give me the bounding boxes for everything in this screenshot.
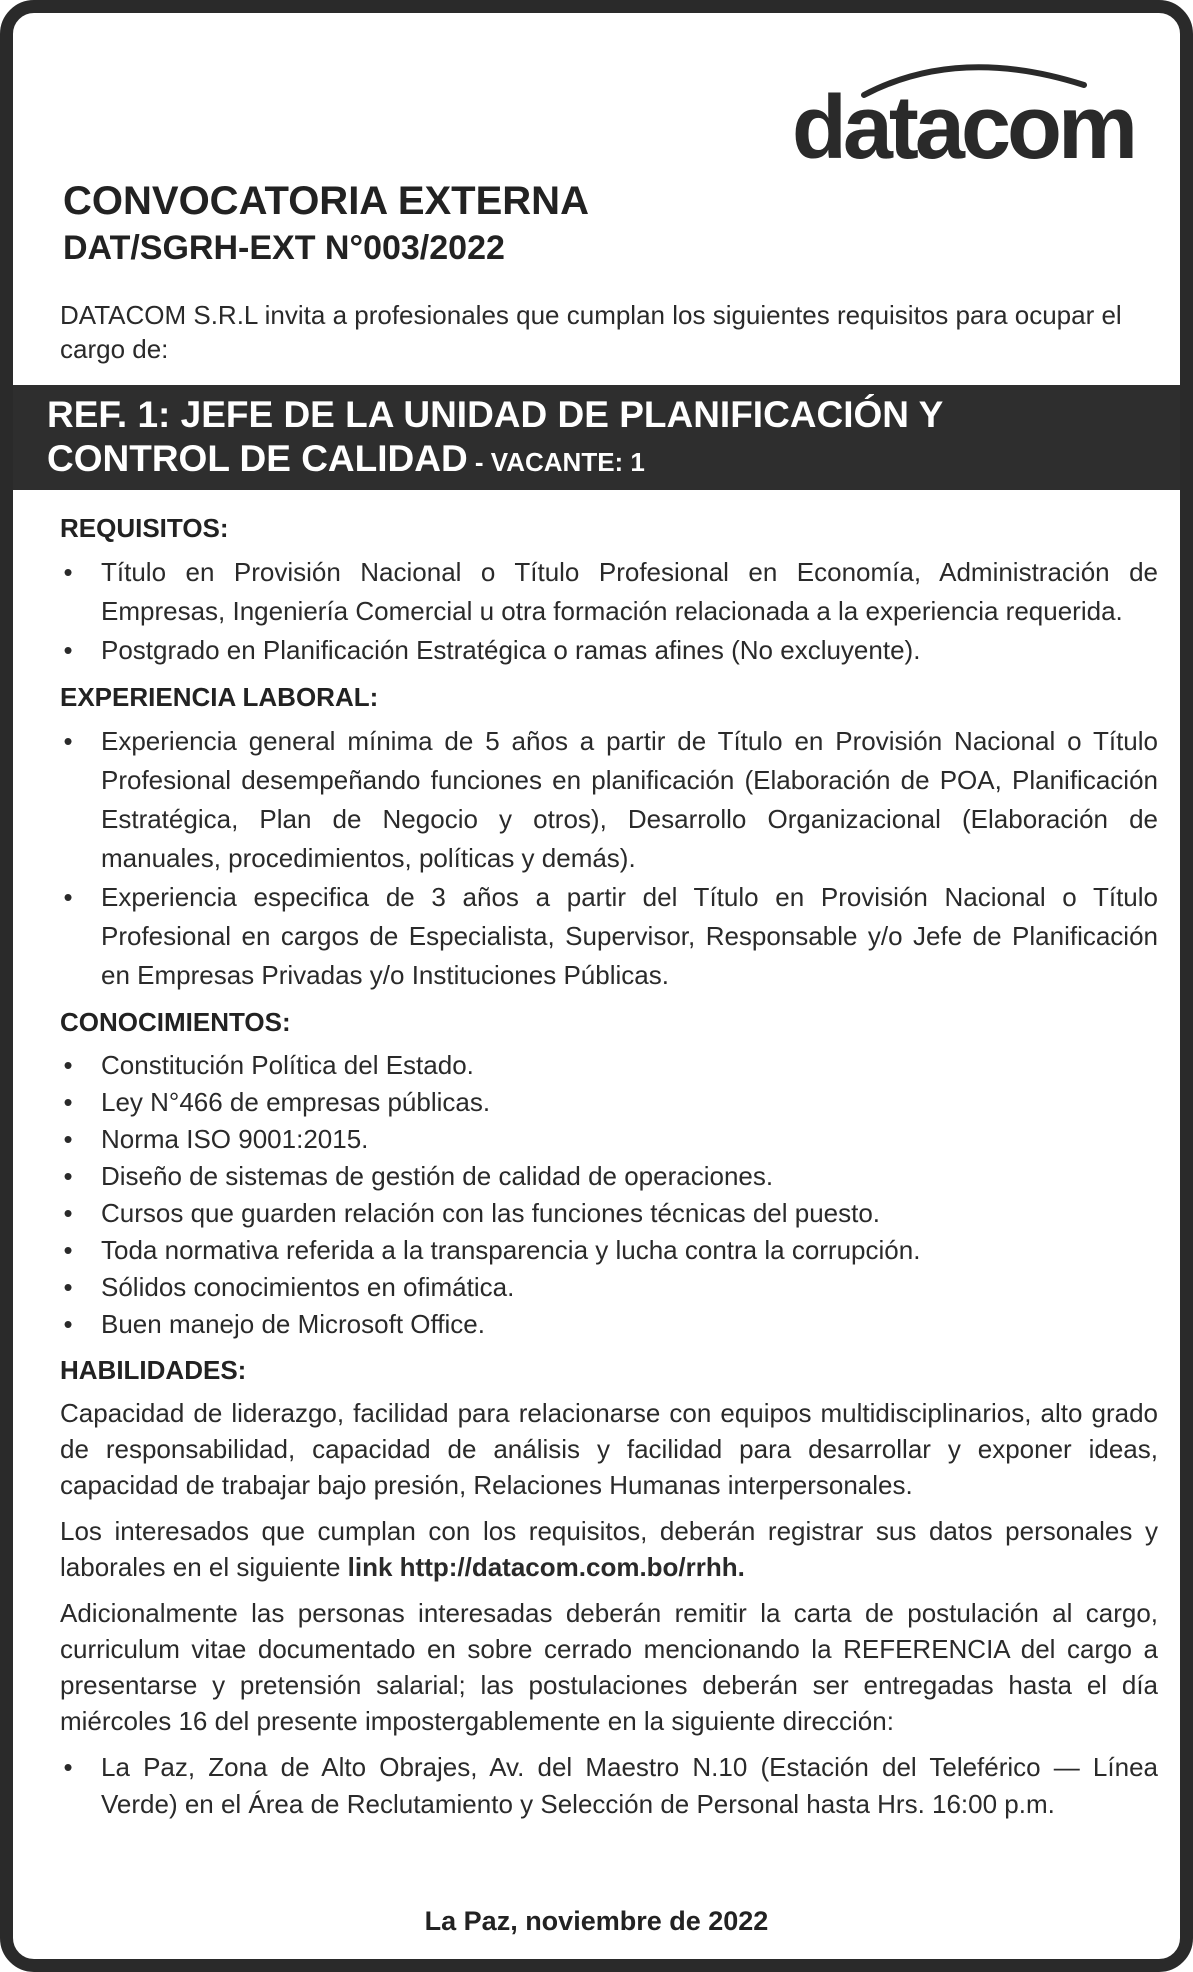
list-item-text: Diseño de sistemas de gestión de calidad de operaciones. xyxy=(101,1161,774,1191)
list-item xyxy=(60,1195,1158,1232)
footer-date: La Paz, noviembre de 2022 xyxy=(424,1906,769,1936)
content xyxy=(60,511,1158,1833)
datacom-logo xyxy=(784,55,1134,178)
habilidades-text: Capacidad de liderazgo, facilidad para relacionarse con equipos multidisciplinarios, alto grado de responsabilidad, capacidad de análisis y facilidad para desarrollar y exponer ideas, capacidad de trabajar bajo presión, Relaciones Humanas interpersonales. xyxy=(60,1398,1158,1500)
bullet-icon: • xyxy=(63,1161,73,1191)
list-item xyxy=(60,1158,1158,1195)
convocatoria-code: DAT/SGRH-EXT N°003/2022 xyxy=(63,229,505,267)
experiencia-list xyxy=(60,722,1158,995)
list-item xyxy=(60,1306,1158,1343)
list-item xyxy=(60,878,1158,995)
list-item-text: Título en Provisión Nacional o Título Profesional en Economía, Administración de Empresas, Ingeniería Comercial u otra formación relacionada a la experiencia requerida. xyxy=(101,557,1158,626)
list-item-text: Toda normativa referida a la transparencia y lucha contra la corrupción. xyxy=(101,1235,921,1265)
bullet-icon: • xyxy=(63,557,73,587)
postulacion-text: Adicionalmente las personas interesadas deberán remitir la carta de postulación al cargo, curriculum vitae documentado en sobre cerrado mencionando la REFERENCIA del cargo a presentarse y pretensión salarial; las postulaciones deberán ser entregadas hasta el día miércoles 16 del presente impostergablemente en la siguiente dirección: xyxy=(60,1598,1158,1736)
bullet-icon: • xyxy=(63,1198,73,1228)
intro-text: DATACOM S.R.L invita a profesionales que cumplan los siguientes requisitos para ocupar el cargo de: xyxy=(60,300,1122,364)
bullet-icon: • xyxy=(63,726,73,756)
registro-paragraph xyxy=(60,1513,1158,1585)
requisitos-heading: REQUISITOS: xyxy=(60,513,229,543)
list-item xyxy=(60,1121,1158,1158)
conocimientos-list xyxy=(60,1047,1158,1343)
list-item-text: Buen manejo de Microsoft Office. xyxy=(101,1309,485,1339)
list-item-text: Ley N°466 de empresas públicas. xyxy=(101,1087,491,1117)
list-item-text: Constitución Política del Estado. xyxy=(101,1050,474,1080)
habilidades-heading: HABILIDADES: xyxy=(60,1355,247,1385)
list-item-text: Experiencia especifica de 3 años a partir del Título en Provisión Nacional o Título Profesional en cargos de Especialista, Supervisor, Responsable y/o Jefe de Planificación en Empresas Privadas y/o Instituciones Públicas. xyxy=(101,882,1158,990)
direccion-list xyxy=(60,1749,1158,1823)
banner-line-2-text: CONTROL DE CALIDAD xyxy=(47,438,468,479)
bullet-icon: • xyxy=(63,1087,73,1117)
logo-text: datacom xyxy=(791,78,1134,178)
list-item xyxy=(60,1232,1158,1269)
banner-line-1: REF. 1: JEFE DE LA UNIDAD DE PLANIFICACIÓN Y xyxy=(47,394,944,435)
banner-line-2 xyxy=(47,437,1180,484)
bullet-icon: • xyxy=(63,1050,73,1080)
page-title: CONVOCATORIA EXTERNA xyxy=(63,179,589,223)
list-item-text: Sólidos conocimientos en ofimática. xyxy=(101,1272,515,1302)
list-item-text: Experiencia general mínima de 5 años a partir de Título en Provisión Nacional o Título Profesional desempeñando funciones en planificación (Elaboración de POA, Planificación Estratégica, Plan de Negocio y otros), Desarrollo Organizacional (Elaboración de manuales, procedimientos, políticas y demás). xyxy=(101,726,1158,873)
bullet-icon: • xyxy=(63,1309,73,1339)
header xyxy=(63,178,589,268)
registro-text: Los interesados que cumplan con los requisitos, deberán registrar sus datos personales y laborales en el siguiente xyxy=(60,1516,1158,1582)
bullet-icon: • xyxy=(63,882,73,912)
list-item xyxy=(60,1749,1158,1823)
vacancy-label: - VACANTE: 1 xyxy=(467,447,645,477)
list-item xyxy=(60,1269,1158,1306)
list-item-text: Norma ISO 9001:2015. xyxy=(101,1124,369,1154)
list-item xyxy=(60,631,1158,670)
list-item xyxy=(60,553,1158,631)
bullet-icon: • xyxy=(63,1235,73,1265)
list-item-text: Postgrado en Planificación Estratégica o ramas afines (No excluyente). xyxy=(101,635,921,665)
list-item-text: La Paz, Zona de Alto Obrajes, Av. del Maestro N.10 (Estación del Teleférico — Línea Verde) en el Área de Reclutamiento y Selección de Personal hasta Hrs. 16:00 p.m. xyxy=(101,1752,1158,1819)
position-banner xyxy=(13,385,1180,490)
list-item xyxy=(60,722,1158,878)
bullet-icon: • xyxy=(63,1272,73,1302)
list-item xyxy=(60,1084,1158,1121)
list-item-text: Cursos que guarden relación con las funciones técnicas del puesto. xyxy=(101,1198,881,1228)
bullet-icon: • xyxy=(63,1124,73,1154)
requisitos-list xyxy=(60,553,1158,670)
experiencia-heading: EXPERIENCIA LABORAL: xyxy=(60,682,379,712)
registro-link[interactable]: link http://datacom.com.bo/rrhh. xyxy=(347,1552,745,1582)
bullet-icon: • xyxy=(63,1752,73,1782)
list-item xyxy=(60,1047,1158,1084)
bullet-icon: • xyxy=(63,635,73,665)
conocimientos-heading: CONOCIMIENTOS: xyxy=(60,1007,291,1037)
